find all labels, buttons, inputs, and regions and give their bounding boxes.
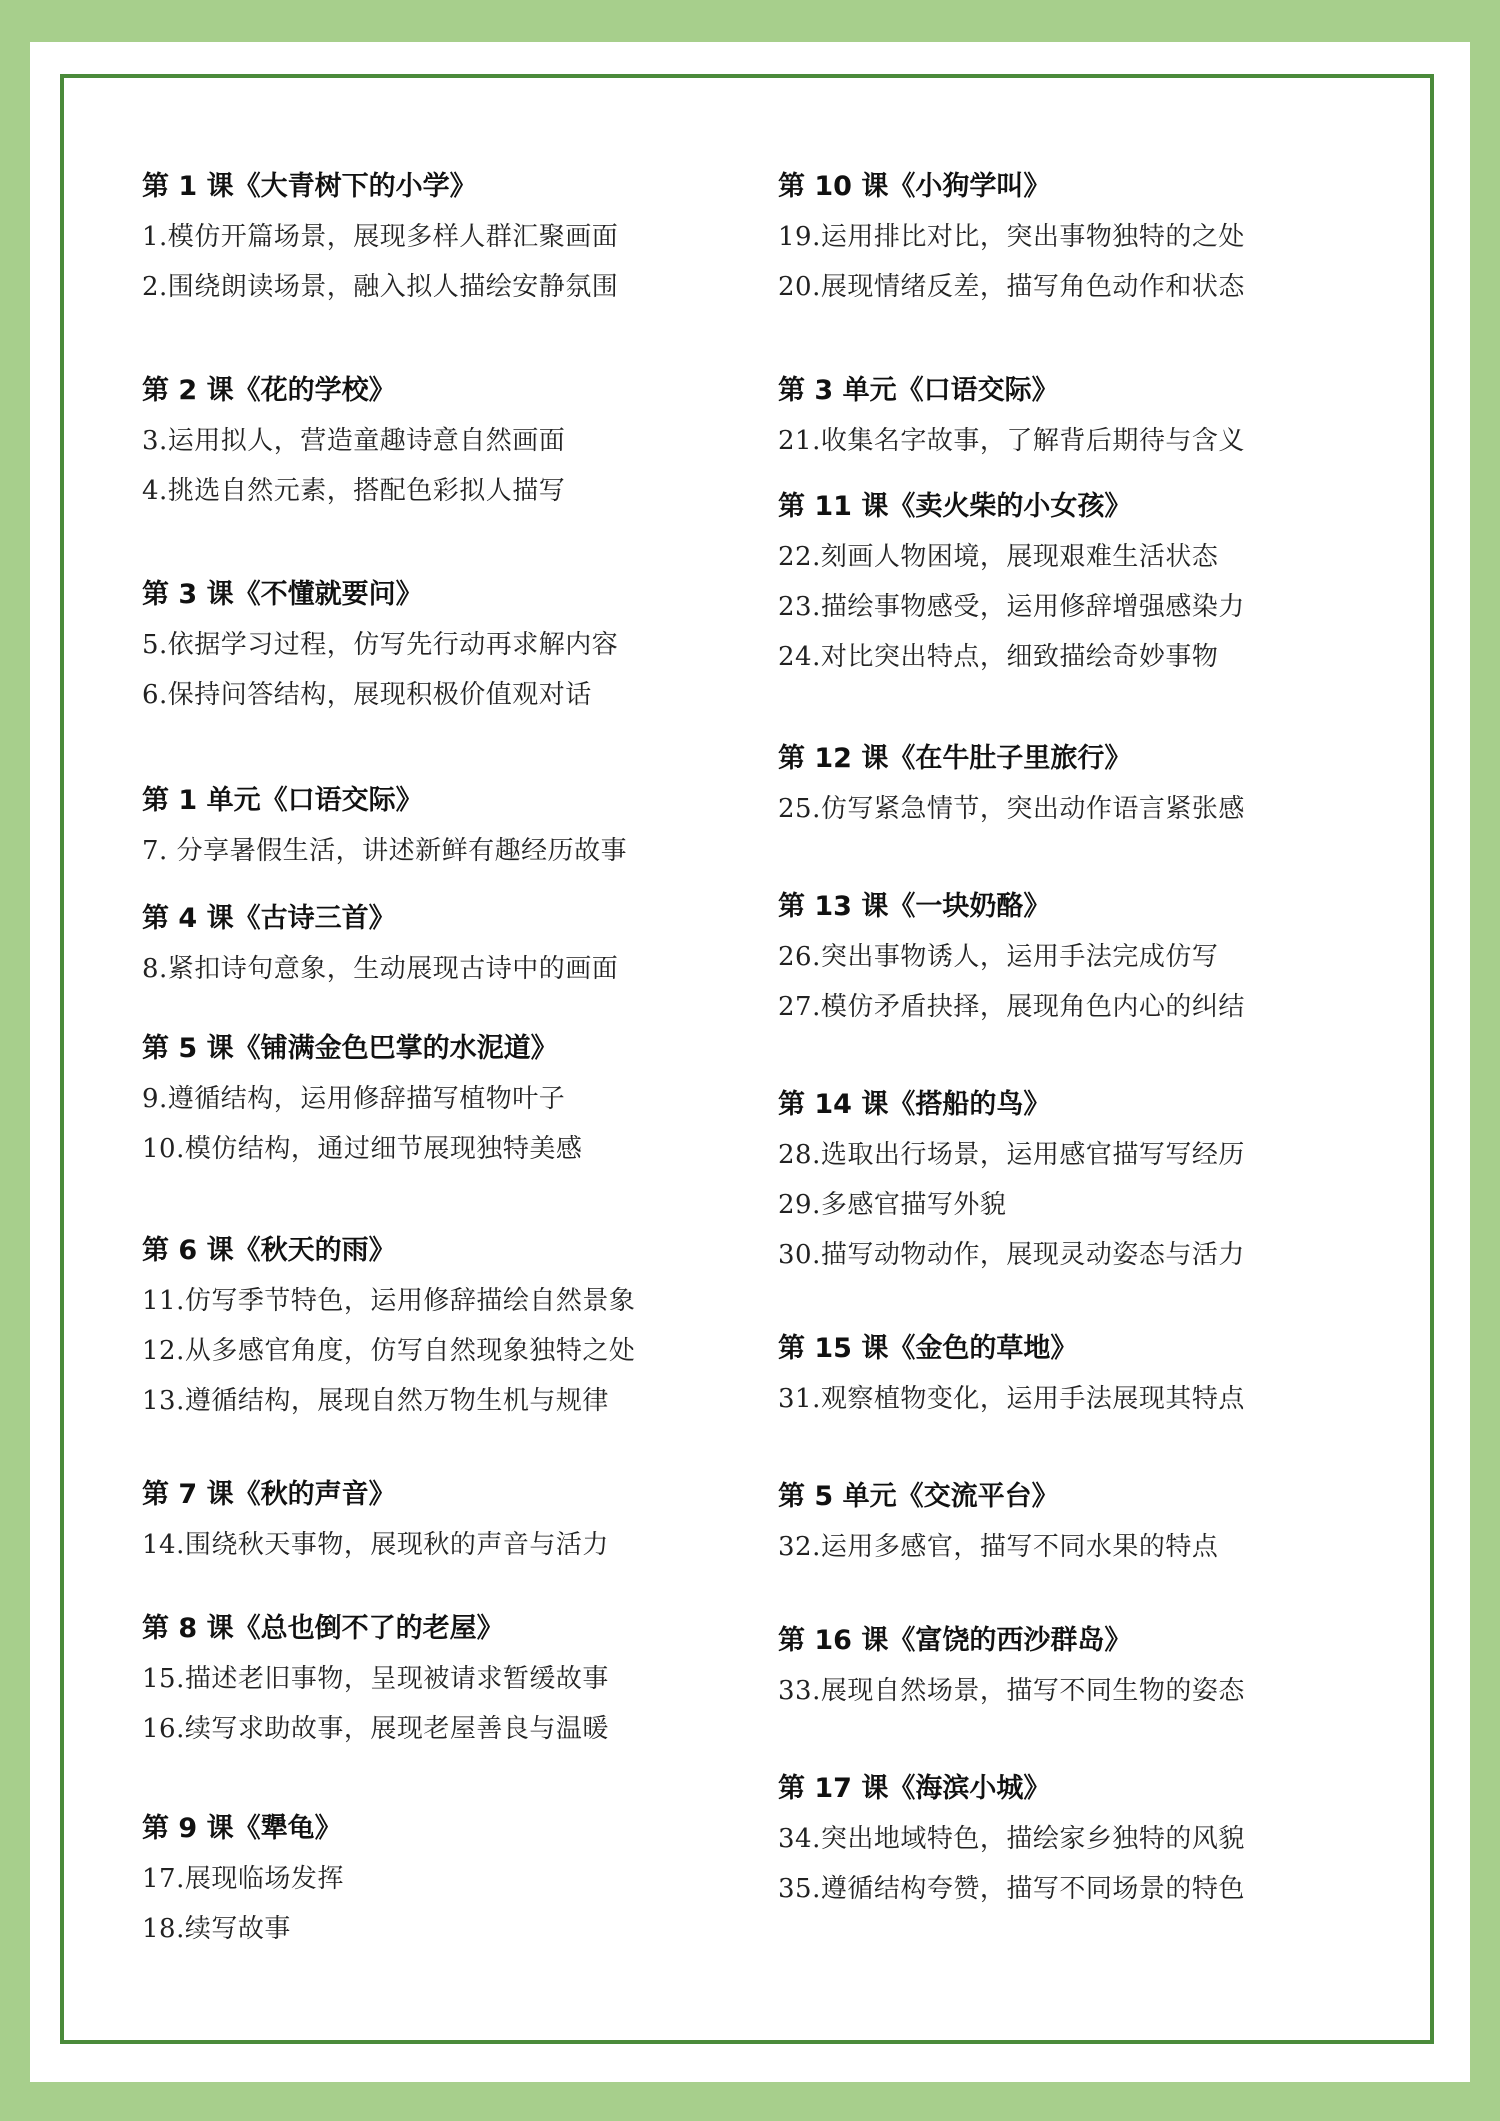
lesson-heading: 第 17 课《海滨小城》 (778, 1773, 1051, 1804)
lesson-item: 30.描写动物动作，展现灵动姿态与活力 (778, 1240, 1245, 1270)
lesson-item: 21.收集名字故事，了解背后期待与含义 (778, 426, 1245, 456)
lesson-item: 11.仿写季节特色，运用修辞描绘自然景象 (142, 1286, 636, 1316)
lesson-item: 12.从多感官角度，仿写自然现象独特之处 (142, 1336, 636, 1366)
right-column (778, 162, 1398, 1914)
lesson-section (142, 1604, 762, 1754)
lesson-heading: 第 4 课《古诗三首》 (142, 903, 396, 934)
lesson-heading: 第 8 课《总也倒不了的老屋》 (142, 1613, 504, 1644)
lesson-item: 3.运用拟人，营造童趣诗意自然画面 (142, 426, 566, 456)
lesson-heading: 第 14 课《搭船的鸟》 (778, 1089, 1051, 1120)
lesson-item: 25.仿写紧急情节，突出动作语言紧张感 (778, 794, 1245, 824)
lesson-item: 14.围绕秋天事物，展现秋的声音与活力 (142, 1530, 609, 1560)
lesson-section (142, 570, 762, 720)
lesson-section (142, 1804, 762, 1954)
lesson-section (142, 1024, 762, 1174)
lesson-section (778, 1616, 1398, 1716)
lesson-heading: 第 5 单元《交流平台》 (778, 1481, 1059, 1512)
lesson-item: 29.多感官描写外貌 (778, 1190, 1007, 1220)
lesson-section (778, 1080, 1398, 1280)
lesson-section (142, 162, 762, 312)
lesson-item: 1.模仿开篇场景，展现多样人群汇聚画面 (142, 222, 619, 252)
lesson-item: 23.描绘事物感受，运用修辞增强感染力 (778, 592, 1245, 622)
lesson-heading: 第 1 课《大青树下的小学》 (142, 171, 477, 202)
lesson-item: 26.突出事物诱人，运用手法完成仿写 (778, 942, 1219, 972)
lesson-item: 32.运用多感官，描写不同水果的特点 (778, 1532, 1219, 1562)
lesson-section (778, 162, 1398, 312)
lesson-section (142, 366, 762, 516)
lesson-section (142, 1470, 762, 1570)
lesson-heading: 第 11 课《卖火柴的小女孩》 (778, 491, 1132, 522)
lesson-section (142, 894, 762, 994)
lesson-heading: 第 3 课《不懂就要问》 (142, 579, 423, 610)
lesson-section (778, 734, 1398, 834)
lesson-item: 17.展现临场发挥 (142, 1864, 344, 1894)
lesson-heading: 第 9 课《犟龟》 (142, 1813, 342, 1844)
lesson-item: 35.遵循结构夸赞，描写不同场景的特色 (778, 1874, 1245, 1904)
lesson-section (778, 366, 1398, 466)
lesson-item: 15.描述老旧事物，呈现被请求暂缓故事 (142, 1664, 609, 1694)
lesson-section (778, 482, 1398, 682)
left-column (142, 162, 762, 1954)
lesson-item: 10.模仿结构，通过细节展现独特美感 (142, 1134, 583, 1164)
lesson-heading: 第 2 课《花的学校》 (142, 375, 396, 406)
lesson-item: 18.续写故事 (142, 1914, 291, 1944)
lesson-item: 2.围绕朗读场景，融入拟人描绘安静氛围 (142, 272, 619, 302)
lesson-item: 22.刻画人物困境，展现艰难生活状态 (778, 542, 1219, 572)
lesson-section (778, 1324, 1398, 1424)
lesson-item: 5.依据学习过程，仿写先行动再求解内容 (142, 630, 619, 660)
lesson-item: 16.续写求助故事，展现老屋善良与温暖 (142, 1714, 609, 1744)
lesson-heading: 第 7 课《秋的声音》 (142, 1479, 396, 1510)
lesson-item: 13.遵循结构，展现自然万物生机与规律 (142, 1386, 609, 1416)
lesson-heading: 第 5 课《铺满金色巴掌的水泥道》 (142, 1033, 558, 1064)
lesson-heading: 第 12 课《在牛肚子里旅行》 (778, 743, 1132, 774)
lesson-heading: 第 13 课《一块奶酪》 (778, 891, 1051, 922)
lesson-section (778, 882, 1398, 1032)
lesson-item: 24.对比突出特点，细致描绘奇妙事物 (778, 642, 1219, 672)
lesson-item: 9.遵循结构，运用修辞描写植物叶子 (142, 1084, 566, 1114)
lesson-item: 20.展现情绪反差，描写角色动作和状态 (778, 272, 1245, 302)
lesson-heading: 第 1 单元《口语交际》 (142, 785, 423, 816)
lesson-section (778, 1764, 1398, 1914)
lesson-heading: 第 15 课《金色的草地》 (778, 1333, 1078, 1364)
lesson-item: 19.运用排比对比，突出事物独特的之处 (778, 222, 1245, 252)
lesson-heading: 第 10 课《小狗学叫》 (778, 171, 1051, 202)
lesson-item: 28.选取出行场景，运用感官描写写经历 (778, 1140, 1245, 1170)
page (30, 42, 1470, 2082)
lesson-item: 4.挑选自然元素，搭配色彩拟人描写 (142, 476, 566, 506)
lesson-item: 6.保持问答结构，展现积极价值观对话 (142, 680, 592, 710)
lesson-section (778, 1472, 1398, 1572)
lesson-section (142, 776, 762, 876)
lesson-item: 27.模仿矛盾抉择，展现角色内心的纠结 (778, 992, 1245, 1022)
lesson-heading: 第 16 课《富饶的西沙群岛》 (778, 1625, 1132, 1656)
lesson-heading: 第 6 课《秋天的雨》 (142, 1235, 396, 1266)
lesson-heading: 第 3 单元《口语交际》 (778, 375, 1059, 406)
lesson-item: 7. 分享暑假生活，讲述新鲜有趣经历故事 (142, 836, 628, 866)
lesson-item: 33.展现自然场景，描写不同生物的姿态 (778, 1676, 1245, 1706)
lesson-item: 8.紧扣诗句意象，生动展现古诗中的画面 (142, 954, 619, 984)
lesson-item: 31.观察植物变化，运用手法展现其特点 (778, 1384, 1245, 1414)
lesson-item: 34.突出地域特色，描绘家乡独特的风貌 (778, 1824, 1245, 1854)
lesson-section (142, 1226, 762, 1426)
